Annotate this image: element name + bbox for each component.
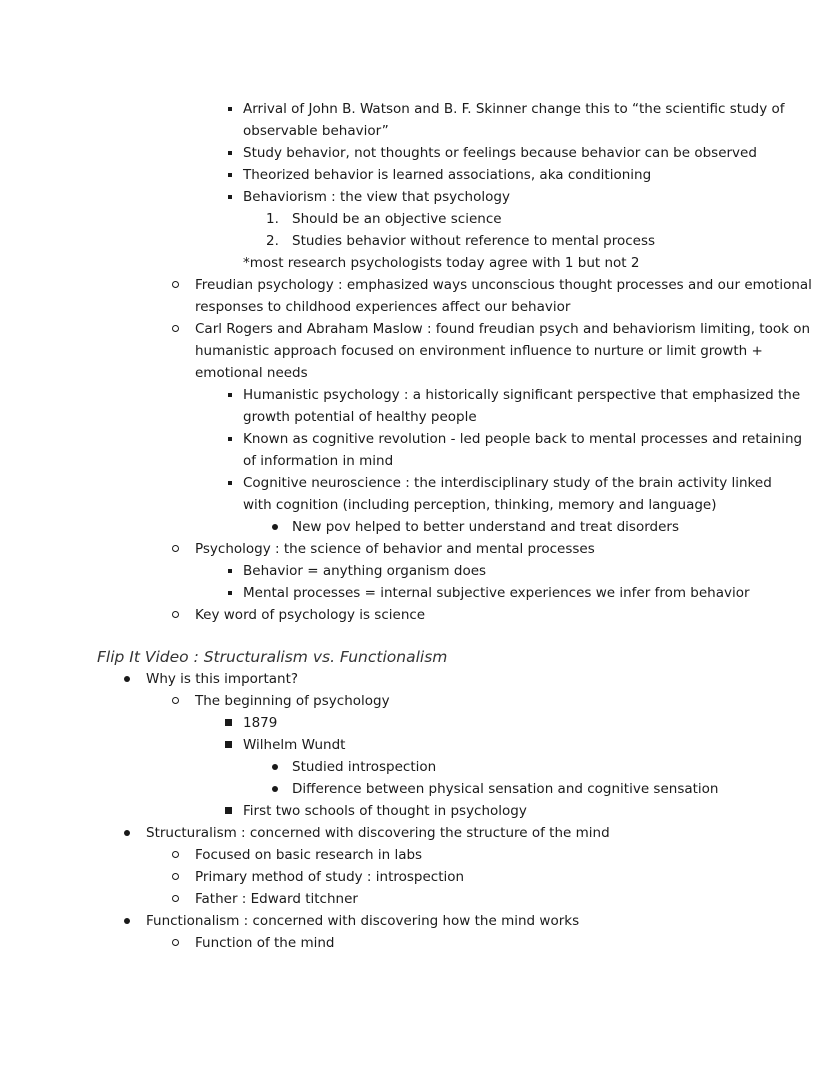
circle-bullet-icon <box>168 274 182 296</box>
list-item: Difference between physical sensation and cognitive sensation <box>292 781 719 797</box>
list-item: The beginning of psychology <box>195 693 390 709</box>
list-item: Key word of psychology is science <box>195 607 426 623</box>
dot-bullet-icon <box>268 756 282 778</box>
list-item: Carl Rogers and Abraham Maslow : found freudian psych and behaviorism limiting, took on <box>195 321 811 337</box>
list-item: Studied introspection <box>292 759 437 775</box>
list-item: Should be an objective science <box>292 211 502 227</box>
list-item: Functionalism : concerned with discovering how the mind works <box>146 913 580 929</box>
list-item: Arrival of John B. Watson and B. F. Skinner change this to “the scientific study of <box>243 101 785 117</box>
square-bullet-icon <box>223 472 237 494</box>
list-item: of information in mind <box>243 453 394 469</box>
circle-bullet-icon <box>168 866 182 888</box>
list-item: Father : Edward titchner <box>195 891 358 907</box>
dot-bullet-icon <box>120 822 134 844</box>
dot-bullet-icon <box>268 778 282 800</box>
list-item: Behavior = anything organism does <box>243 563 487 579</box>
list-item: Behaviorism : the view that psychology <box>243 189 510 205</box>
square-bullet-icon <box>223 142 237 164</box>
square-bullet-icon <box>223 98 237 120</box>
circle-bullet-icon <box>168 604 182 626</box>
dot-bullet-icon <box>268 516 282 538</box>
list-item: Focused on basic research in labs <box>195 847 423 863</box>
list-item: Wilhelm Wundt <box>243 737 346 753</box>
circle-bullet-icon <box>168 538 182 560</box>
square-bullet-icon <box>223 186 237 208</box>
list-item: Freudian psychology : emphasized ways unconscious thought processes and our emotional <box>195 277 812 293</box>
circle-bullet-icon <box>168 844 182 866</box>
list-number: 1. <box>266 211 279 227</box>
list-item: Known as cognitive revolution - led people back to mental processes and retaining <box>243 431 803 447</box>
section-heading: Flip It Video : Structuralism vs. Functionalism <box>97 648 448 666</box>
list-number: 2. <box>266 233 279 249</box>
list-item: humanistic approach focused on environment influence to nurture or limit growth + <box>195 343 763 359</box>
square-bullet-icon <box>221 712 235 734</box>
square-bullet-icon <box>223 582 237 604</box>
list-item: New pov helped to better understand and treat disorders <box>292 519 679 535</box>
list-item: Why is this important? <box>146 671 299 687</box>
list-item: observable behavior” <box>243 123 389 139</box>
list-item: Primary method of study : introspection <box>195 869 465 885</box>
dot-bullet-icon <box>120 668 134 690</box>
list-item: Studies behavior without reference to mental process <box>292 233 656 249</box>
dot-bullet-icon <box>120 910 134 932</box>
square-bullet-icon <box>223 164 237 186</box>
circle-bullet-icon <box>168 888 182 910</box>
square-bullet-icon <box>221 734 235 756</box>
list-item: emotional needs <box>195 365 308 381</box>
circle-bullet-icon <box>168 690 182 712</box>
list-item: 1879 <box>243 715 278 731</box>
list-item: Function of the mind <box>195 935 335 951</box>
list-item: responses to childhood experiences affect our behavior <box>195 299 571 315</box>
list-item: Theorized behavior is learned associations, aka conditioning <box>243 167 652 183</box>
circle-bullet-icon <box>168 932 182 954</box>
list-item: Mental processes = internal subjective experiences we infer from behavior <box>243 585 750 601</box>
circle-bullet-icon <box>168 318 182 340</box>
list-item: Humanistic psychology : a historically significant perspective that emphasized the <box>243 387 801 403</box>
list-item: Cognitive neuroscience : the interdisciplinary study of the brain activity linked <box>243 475 772 491</box>
list-item: growth potential of healthy people <box>243 409 477 425</box>
list-item: Study behavior, not thoughts or feelings because behavior can be observed <box>243 145 757 161</box>
list-item: Psychology : the science of behavior and mental processes <box>195 541 595 557</box>
note: *most research psychologists today agree with 1 but not 2 <box>243 255 640 271</box>
list-item: First two schools of thought in psychology <box>243 803 527 819</box>
square-bullet-icon <box>223 384 237 406</box>
square-bullet-icon <box>221 800 235 822</box>
list-item: Structuralism : concerned with discovering the structure of the mind <box>146 825 610 841</box>
list-item: with cognition (including perception, thinking, memory and language) <box>243 497 717 513</box>
square-bullet-icon <box>223 428 237 450</box>
square-bullet-icon <box>223 560 237 582</box>
